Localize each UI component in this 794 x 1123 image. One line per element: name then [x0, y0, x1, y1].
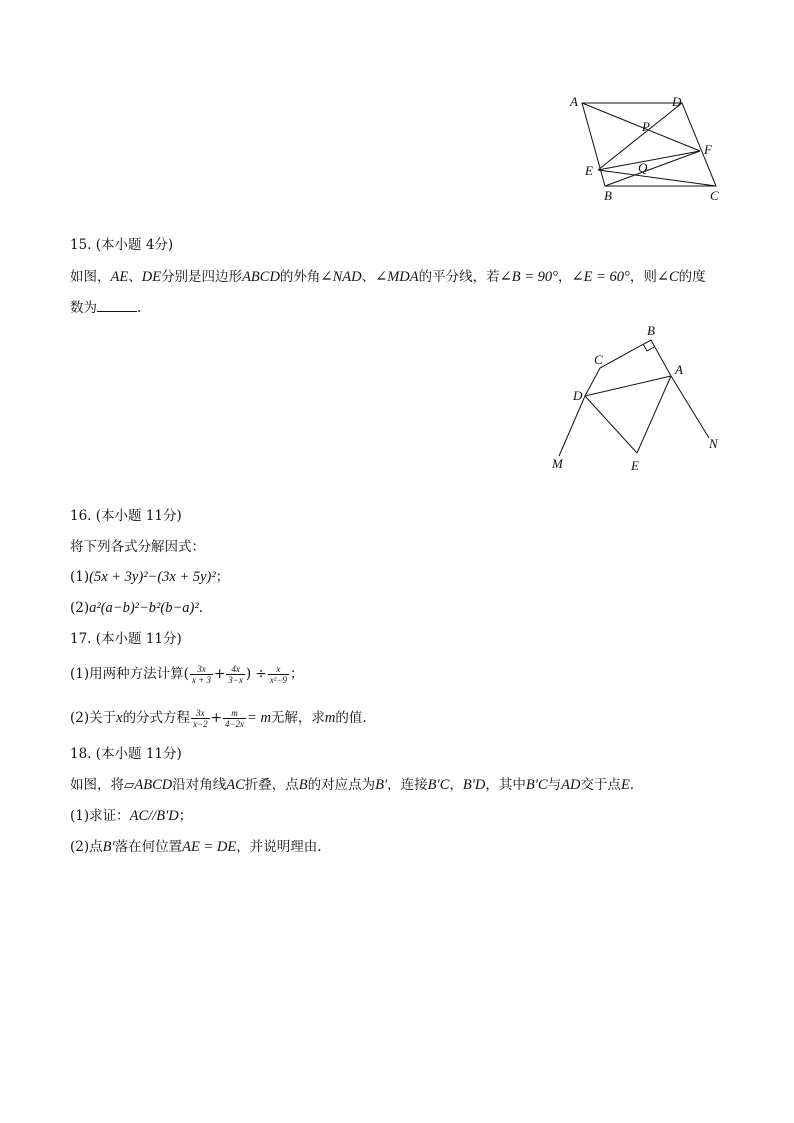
- text: 无解，求: [270, 710, 325, 726]
- text: 的值.: [335, 710, 367, 726]
- text: ，连接: [387, 777, 428, 793]
- text: ，: [557, 269, 572, 285]
- text: .: [137, 300, 142, 316]
- math: DE: [141, 269, 162, 285]
- segment-EC: [598, 170, 716, 186]
- label-Q: Q: [638, 160, 648, 175]
- q17-part2: [70, 708, 367, 729]
- math: m: [324, 710, 336, 726]
- answer-blank[interactable]: [97, 299, 137, 312]
- fraction: [223, 708, 246, 729]
- math: ABCD: [242, 269, 280, 285]
- math: B′C: [525, 777, 548, 793]
- part-index: (2): [70, 600, 90, 616]
- text: ，并说明理由.: [236, 839, 322, 855]
- part-index: (1): [70, 666, 90, 682]
- math: = m: [247, 710, 271, 726]
- math: x: [116, 710, 123, 726]
- quadrilateral-outline: [585, 340, 671, 396]
- text: 如图，将▱: [70, 777, 135, 793]
- math: AC: [226, 777, 245, 793]
- denominator: 3−x: [228, 675, 243, 685]
- math: ABCD: [134, 777, 173, 793]
- label-D: D: [573, 388, 583, 403]
- text: 的分式方程: [122, 710, 191, 726]
- text: 、: [361, 269, 376, 285]
- denominator: x²−9: [269, 675, 288, 685]
- text: ，则: [629, 269, 657, 285]
- text: 点: [89, 839, 103, 855]
- text: 折叠，点: [244, 777, 299, 793]
- q16-header: 16. (本小题 11分): [70, 508, 182, 524]
- text: 的外角: [279, 269, 321, 285]
- segment-BF: [605, 151, 700, 186]
- segment-AF: [582, 103, 700, 151]
- numerator: m: [223, 708, 246, 719]
- label-M: M: [552, 456, 563, 471]
- text: 落在何位置: [114, 839, 183, 855]
- fraction: [191, 708, 210, 729]
- math: B′: [102, 839, 115, 855]
- math: B′D: [462, 777, 486, 793]
- denominator: 4−2x: [224, 719, 245, 729]
- part-index: (2): [70, 710, 90, 726]
- label-C: C: [594, 352, 603, 367]
- math: ∠MDA: [375, 269, 419, 285]
- q15-line1: [70, 268, 706, 286]
- q16-part1: [70, 568, 229, 586]
- text: ，其中: [485, 777, 526, 793]
- label-D: D: [672, 94, 682, 109]
- fraction: [268, 664, 289, 685]
- q18-header: 18. (本小题 11分): [70, 746, 182, 762]
- numerator: x: [268, 664, 289, 675]
- operator: ) ÷: [245, 666, 267, 682]
- text: 的度: [678, 269, 706, 285]
- numerator: 3x: [190, 664, 213, 675]
- q16-part2: [70, 599, 203, 617]
- math: ∠E = 60°: [571, 269, 630, 285]
- q15-line2: [70, 299, 141, 317]
- text: 沿对角线: [172, 777, 227, 793]
- text: 的对应点为: [307, 777, 376, 793]
- label-C: C: [710, 188, 719, 203]
- label-E: E: [585, 163, 593, 178]
- text: .: [198, 600, 203, 616]
- segment-EF: [598, 151, 700, 170]
- q18-part2: [70, 838, 322, 856]
- q17-header: 17. (本小题 11分): [70, 631, 182, 647]
- q17-part1: [70, 664, 304, 685]
- q18-part1: [70, 807, 192, 825]
- label-B: B: [604, 188, 612, 203]
- math: a²(a−b)²−b²(b−a)²: [89, 600, 199, 616]
- text: 、: [128, 269, 142, 285]
- segment-AE: [637, 376, 671, 453]
- math: B′: [375, 777, 388, 793]
- part-index: (2): [70, 839, 90, 855]
- denominator: x + 3: [191, 675, 211, 685]
- fraction: [226, 664, 245, 685]
- text: 交于点: [580, 777, 621, 793]
- text: 分别是四边形: [161, 269, 243, 285]
- math: E: [620, 777, 630, 793]
- math: AE = DE: [182, 839, 237, 855]
- figure-quadrilateral: [545, 318, 730, 478]
- q15-header: 15. (本小题 4分): [70, 237, 174, 253]
- numerator: 3x: [191, 708, 210, 719]
- label-F: F: [704, 142, 712, 157]
- q16-intro: 将下列各式分解因式：: [70, 539, 205, 555]
- label-E: E: [631, 458, 639, 473]
- numerator: 4x: [226, 664, 245, 675]
- text: 求证：: [89, 808, 130, 824]
- right-angle-mark: [643, 344, 654, 351]
- text: ；: [290, 666, 304, 682]
- ray-DM: [559, 396, 585, 456]
- label-B: B: [647, 323, 655, 338]
- math: AE: [110, 269, 129, 285]
- text: ，: [449, 777, 463, 793]
- text: 如图，: [70, 269, 111, 285]
- q18-line1: [70, 776, 634, 794]
- text: 的平分线，若: [418, 269, 500, 285]
- figure-parallelogram: [560, 88, 730, 210]
- math: ∠B = 90°: [499, 269, 558, 285]
- label-A: A: [675, 362, 683, 377]
- text: .: [629, 777, 635, 793]
- math: AC//B′D: [129, 808, 179, 824]
- math: ∠C: [656, 269, 679, 285]
- math: AD: [561, 777, 581, 793]
- ray-AN: [671, 376, 709, 438]
- math: B′C: [427, 777, 450, 793]
- label-N: N: [709, 436, 718, 451]
- label-A: A: [570, 94, 578, 109]
- text: ；: [178, 808, 193, 824]
- denominator: x−2: [193, 719, 208, 729]
- math: B: [298, 777, 308, 793]
- parallelogram-outline: [582, 103, 716, 186]
- label-P: P: [642, 119, 650, 134]
- math: (5x + 3y)²−(3x + 5y)²: [89, 569, 216, 585]
- operator: +: [210, 710, 222, 726]
- part-index: (1): [70, 569, 90, 585]
- text: 关于: [89, 710, 117, 726]
- part-index: (1): [70, 808, 90, 824]
- text: 用两种方法计算(: [89, 666, 189, 682]
- segment-DE: [585, 396, 637, 453]
- math: ∠NAD: [320, 269, 362, 285]
- text: 数为: [70, 300, 97, 316]
- fraction: [190, 664, 213, 685]
- text: ；: [215, 569, 230, 585]
- text: 与: [547, 777, 562, 793]
- operator: +: [213, 666, 226, 682]
